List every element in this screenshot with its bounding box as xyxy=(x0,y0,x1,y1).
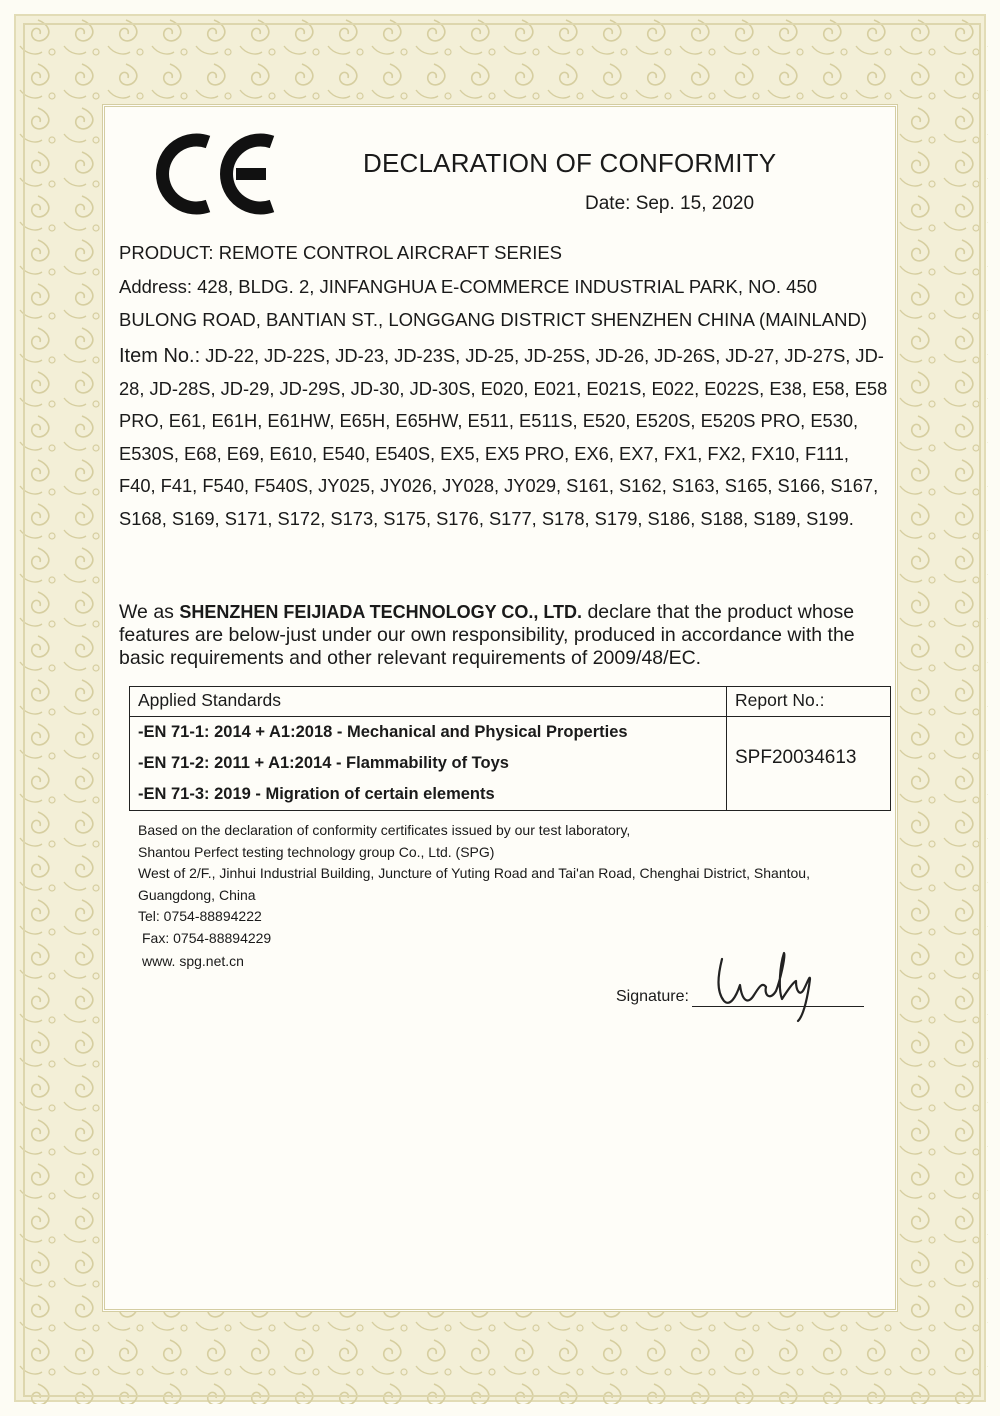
standards-table xyxy=(129,686,891,811)
lab-info-line: Guangdong, China xyxy=(138,886,256,903)
standards-cell xyxy=(130,717,727,811)
applied-standards-header: Applied Standards xyxy=(130,687,727,717)
address-line-2: BULONG ROAD, BANTIAN ST., LONGGANG DISTRICT SHENZHEN CHINA (MAINLAND) xyxy=(119,309,867,330)
item-label: Item No.: xyxy=(119,345,201,367)
standard-en71-3: -EN 71-3: 2019 - Migration of certain elements xyxy=(138,785,495,803)
lab-info-line: West of 2/F., Jinhui Industrial Building, Juncture of Yuting Road and Tai'an Road, Chenghai District, Shantou, xyxy=(138,865,810,882)
lab-info-line: Shantou Perfect testing technology group Co., Ltd. (SPG) xyxy=(138,843,495,860)
standard-en71-1: -EN 71-1: 2014 + A1:2018 - Mechanical and Physical Properties xyxy=(138,723,628,741)
item-numbers xyxy=(119,340,889,535)
declaration-prefix: We as xyxy=(119,601,180,623)
address-line-1: Address: 428, BLDG. 2, JINFANGHUA E-COMMERCE INDUSTRIAL PARK, NO. 450 xyxy=(119,276,818,297)
standard-en71-2: -EN 71-2: 2011 + A1:2014 - Flammability of Toys xyxy=(138,754,509,772)
product-line: PRODUCT: REMOTE CONTROL AIRCRAFT SERIES xyxy=(119,242,563,263)
item-list: JD-22, JD-22S, JD-23, JD-23S, JD-25, JD-25S, JD-26, JD-26S, JD-27, JD-27S, JD-28, JD-28S, JD-29, JD-29S, JD-30, JD-30S, E020, E021, E021S, E022, E022S, E38, E58, E58 PRO, E61, E61H, E61HW, E65H, E65HW, E511, E511S, E520, E520S, E520S PRO, E530, E530S, E68, E69, E610, E540, E540S, EX5, EX5 PRO, EX6, EX7, FX1, FX2, FX10, F111, F40, F41, F540, F540S, JY025, JY026, JY028, JY029, S161, S162, S163, S165, S166, S167, S168, S169, S171, S172, S173, S175, S176, S177, S178, S179, S186, S188, S189, S199. xyxy=(119,345,888,529)
lab-website: www. spg.net.cn xyxy=(142,952,244,969)
table-header-row xyxy=(130,687,891,717)
ce-mark-logo xyxy=(150,128,280,225)
report-cell xyxy=(727,717,891,811)
signature-label: Signature: xyxy=(616,988,689,1005)
document-title: DECLARATION OF CONFORMITY xyxy=(363,148,777,178)
handwritten-signature xyxy=(700,945,840,1030)
lab-info-line: Based on the declaration of conformity certificates issued by our test laboratory, xyxy=(138,822,631,838)
lab-tel: Tel: 0754-88894222 xyxy=(138,908,262,925)
report-number: SPF20034613 xyxy=(735,747,857,768)
issue-date: Date: Sep. 15, 2020 xyxy=(585,193,755,214)
company-name: SHENZHEN FEIJIADA TECHNOLOGY CO., LTD. xyxy=(179,602,583,622)
report-no-header: Report No.: xyxy=(727,687,891,717)
declaration-paragraph xyxy=(119,601,889,670)
declaration-suffix: declare that the product whose features are below-just under our own responsibility, produced in accordance with the basic requirements and other relevant requirements of 2009/48/EC. xyxy=(119,601,855,669)
lab-fax: Fax: 0754-88894229 xyxy=(142,929,272,946)
table-row xyxy=(130,717,891,811)
